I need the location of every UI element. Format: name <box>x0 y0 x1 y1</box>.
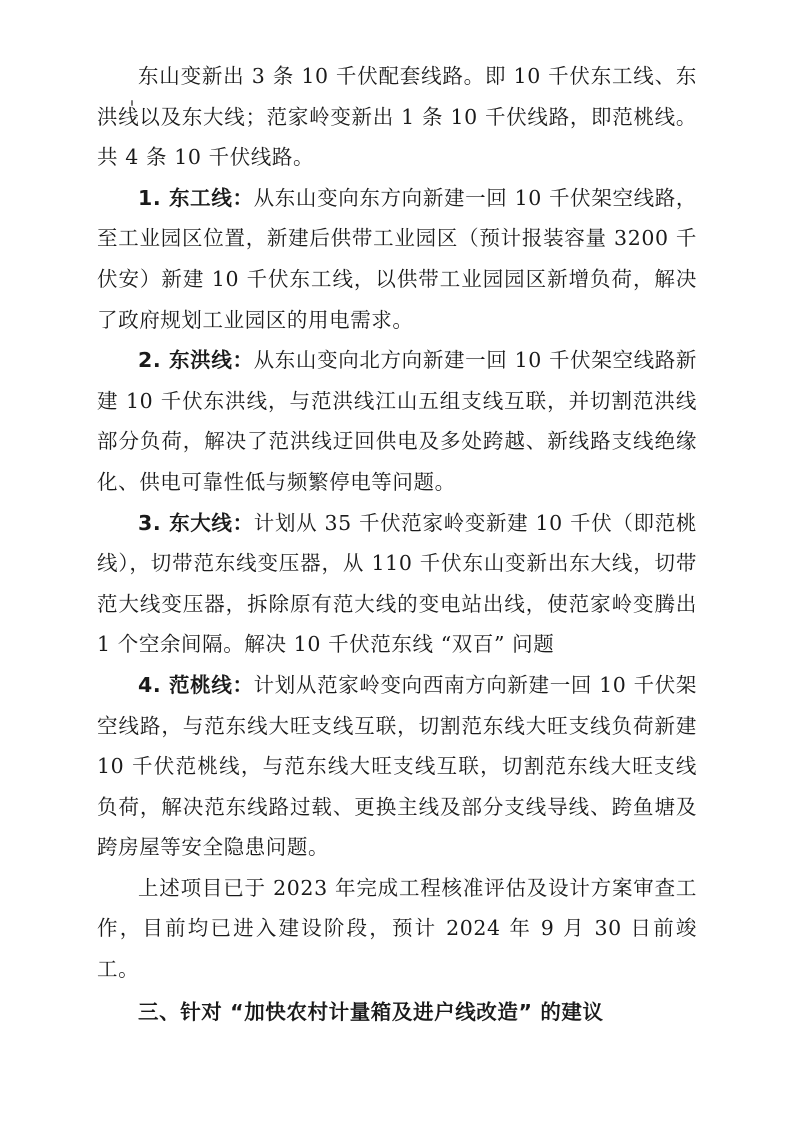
summary-paragraph: 上述项目已于 2023 年完成工程核准评估及设计方案审查工作，目前均已进入建设阶段，预计 2024 年 9 月 30 日前竣工。 <box>97 875 697 982</box>
intro-paragraph: 东山变新出 3 条 10 千伏配套线路。即 10 千伏东工线、东洪线以及东大线；范家岭变新出 1 条 10 千伏线路，即范桃线。共 4 条 10 千伏线路。 <box>97 64 697 170</box>
item-fantao-label: 4. 范桃线： <box>138 672 254 697</box>
item-dongda-paragraph <box>97 503 697 665</box>
item-donggong-paragraph <box>97 178 697 340</box>
item-donghong-text: 从东山变向北方向新建一回 10 千伏架空线路新建 10 千伏东洪线，与范洪线江山五组支线互联，并切割范洪线部分负荷，解决了范洪线迂回供电及多处跨越、新线路支线绝缘化、供电可靠性低与频繁停电等问题。 <box>97 348 698 494</box>
document-body <box>97 56 697 1032</box>
item-donggong-label: 1. 东工线： <box>138 185 254 210</box>
item-donghong-paragraph <box>97 340 697 502</box>
section-three-heading: 三、针对 “加快农村计量箱及进户线改造” 的建议 <box>138 999 604 1024</box>
item-dongda-text: 计划从 35 千伏范家岭变新建 10 千伏（即范桃线），切带范东线变压器，从 110 千伏东山变新出东大线，切带范大线变压器，拆除原有范大线的变电站出线，使范家岭变腾出 1 个空余间隔。解决 10 千伏范东线 “双百” 问题 <box>97 510 697 657</box>
item-dongda-label: 3. 东大线： <box>138 510 254 535</box>
item-fantao-text: 计划从范家岭变向西南方向新建一回 10 千伏架空线路，与范东线大旺支线互联，切割范东线大旺支线负荷新建 10 千伏范桃线，与范东线大旺支线互联，切割范东线大旺支线负荷，解决范东线路过载、更换主线及部分支线导线、跨鱼塘及跨房屋等安全隐患问题。 <box>97 672 698 860</box>
item-donghong-label: 2. 东洪线： <box>138 348 254 373</box>
item-donggong-text: 从东山变向东方向新建一回 10 千伏架空线路，至工业园区位置，新建后供带工业园区（预计报装容量 3200 千伏安）新建 10 千伏东工线，以供带工业园园区新增负荷，解决了政府规划工业园区的用电需求。 <box>97 185 698 332</box>
item-fantao-paragraph <box>97 665 697 868</box>
